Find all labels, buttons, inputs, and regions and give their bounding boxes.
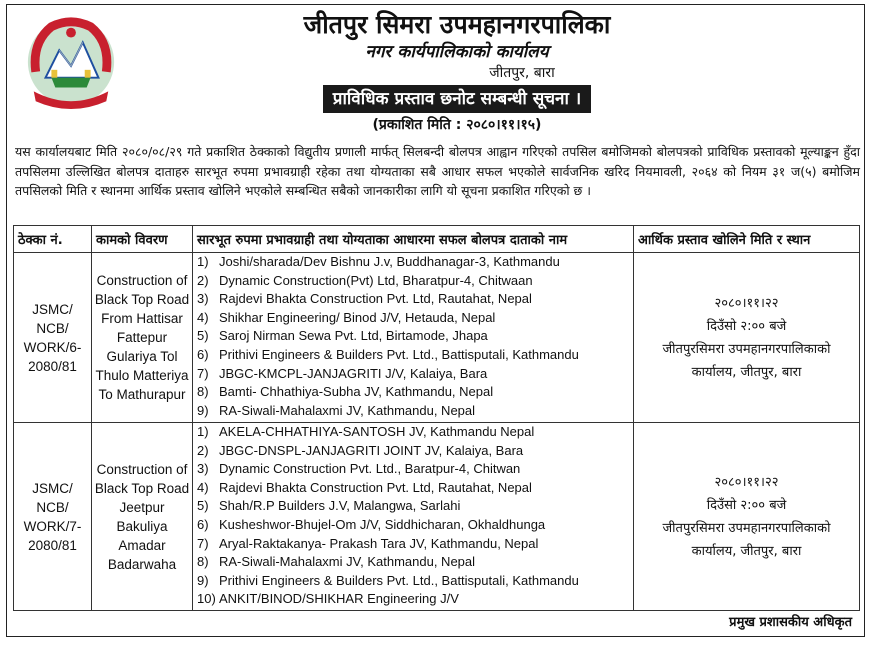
bidder-name: Dynamic Construction Pvt. Ltd., Baratpur-4, Chitwan (219, 461, 521, 477)
list-item: 4) Shikhar Engineering/ Binod J/V, Hetauda, Nepal (197, 309, 496, 325)
list-item: 7) Aryal-Raktakanya- Prakash Tara JV, Kathmandu, Nepal (197, 535, 539, 551)
col-bidders: सारभूत रुपमा प्रभावग्राही तथा योग्यताका आधारमा सफल बोलपत्र दाताको नाम (193, 226, 634, 253)
contract-number: JSMC/ NCB/ WORK/6- 2080/81 (14, 253, 92, 423)
nepal-emblem-icon (22, 13, 120, 111)
opening-venue-address: कार्यालय, जीतपुर, बारा (691, 364, 802, 380)
office-title: जीतपुर सिमरा उपमहानगरपालिका (303, 10, 611, 39)
bidder-name: Dynamic Construction(Pvt) Ltd, Bharatpur-4, Chitwaan (219, 272, 533, 288)
list-item: 2) Dynamic Construction(Pvt) Ltd, Bharatpur-4, Chitwaan (197, 272, 533, 288)
list-item: 10) ANKIT/BINOD/SHIKHAR Engineering J/V (197, 591, 459, 607)
opening-venue-address: कार्यालय, जीतपुर, बारा (691, 543, 802, 559)
list-item: 8) Bamti- Chhathiya-Subha JV, Kathmandu, Nepal (197, 384, 494, 400)
col-contract-no: ठेक्का नं. (14, 226, 92, 253)
bidder-name: RA-Siwali-Mahalaxmi JV, Kathmandu, Nepal (219, 554, 476, 570)
bidder-list (193, 423, 633, 609)
list-item: 3) Dynamic Construction Pvt. Ltd., Baratpur-4, Chitwan (197, 461, 521, 477)
list-item: 6) Kusheshwor-Bhujel-Om J/V, Siddhicharan, Okhaldhunga (197, 516, 546, 532)
bidder-name: RA-Siwali-Mahalaxmi JV, Kathmandu, Nepal (219, 402, 476, 418)
bidder-name: ANKIT/BINOD/SHIKHAR Engineering J/V (219, 591, 459, 607)
bidder-name: AKELA-CHHATHIYA-SANTOSH JV, Kathmandu Nepal (219, 424, 535, 439)
notice-body: यस कार्यालयबाट मिति २०८०/०८/२९ गते प्रकाशित ठेक्काको विद्युतीय प्रणाली मार्फत् सिलबन्दी बोलपत्र आह्वान गरिएको तपसिल बमोजिमको बोलपत्रको प्राविधिक प्रस्तावको मूल्याङ्कन हुँदा तपसिलमा उल्लिखित बोलपत्र दाताहरु सारभूत रुपमा प्रभावग्राही रहेका तथा योग्यताका सबै आधार सफल भएकोले सार्वजनिक खरिद नियमावली, २०६४ को नियम ३१ ज(५) बमोजिम तपसिलको मिति र स्थानमा आर्थिक प्रस्ताव खोलिने भएकोले सम्बन्धित सबैको जानकारीका लागि यो सूचना प्रकाशित गरिएको छ । (15, 144, 860, 198)
list-item: 5) Saroj Nirman Sewa Pvt. Ltd, Birtamode, Jhapa (197, 328, 488, 344)
bidder-table (13, 225, 860, 611)
opening-time: दिउँसो २:०० बजे (706, 318, 787, 334)
signatory-title: प्रमुख प्रशासकीय अधिकृत (729, 615, 852, 630)
published-date: (प्रकाशित मिति : २०८०।११।१५) (372, 117, 542, 133)
list-item: 7) JBGC-KMCPL-JANJAGRITI J/V, Kalaiya, Bara (197, 365, 488, 381)
opening-info (634, 423, 860, 611)
list-item: 2) JBGC-DNSPL-JANJAGRITI JOINT JV, Kalaiya, Bara (197, 442, 524, 458)
bidder-name: JBGC-KMCPL-JANJAGRITI J/V, Kalaiya, Bara (219, 365, 488, 381)
list-item: 1) AKELA-CHHATHIYA-SANTOSH JV, Kathmandu Nepal (197, 424, 535, 439)
opening-date: २०८०।११।२२ (714, 474, 779, 490)
notice-banner: प्राविधिक प्रस्ताव छनोट सम्बन्धी सूचना । (323, 85, 591, 113)
table-row (14, 423, 860, 611)
list-item: 8) RA-Siwali-Mahalaxmi JV, Kathmandu, Nepal (197, 554, 476, 570)
bidder-name: Rajdevi Bhakta Construction Pvt. Ltd, Rautahat, Nepal (219, 479, 532, 495)
opening-time: दिउँसो २:०० बजे (706, 497, 787, 513)
opening-date: २०८०।११।२२ (714, 295, 779, 311)
bidder-list (193, 253, 633, 420)
list-item: 9) RA-Siwali-Mahalaxmi JV, Kathmandu, Nepal (197, 402, 476, 418)
contract-number: JSMC/ NCB/ WORK/7- 2080/81 (14, 423, 92, 611)
work-description: Construction of Black Top Road From Hattisar Fattepur Gulariya Tol Thulo Matteriya To Mathurapur (92, 253, 193, 423)
list-item: 1) Joshi/sharada/Dev Bishnu J.v, Buddhanagar-3, Kathmandu (197, 254, 560, 269)
notice-header (157, 9, 757, 135)
list-item: 4) Rajdevi Bhakta Construction Pvt. Ltd, Rautahat, Nepal (197, 479, 532, 495)
bidder-name: Prithivi Engineers & Builders Pvt. Ltd., Battisputali, Kathmandu (219, 346, 579, 362)
bidder-list-cell (193, 253, 634, 423)
bidder-name: Saroj Nirman Sewa Pvt. Ltd, Birtamode, Jhapa (219, 328, 488, 344)
notice-page (6, 4, 865, 637)
bidder-name: Shikhar Engineering/ Binod J/V, Hetauda, Nepal (219, 309, 496, 325)
office-subtitle: नगर कार्यपालिकाको कार्यालय (365, 42, 549, 62)
bidder-name: Joshi/sharada/Dev Bishnu J.v, Buddhanagar-3, Kathmandu (219, 254, 560, 269)
list-item: 5) Shah/R.P Builders J.V, Malangwa, Sarlahi (197, 498, 461, 514)
opening-venue: जीतपुरसिमरा उपमहानगरपालिकाको (662, 341, 831, 357)
bidder-name: Rajdevi Bhakta Construction Pvt. Ltd, Rautahat, Nepal (219, 291, 532, 307)
bidder-name: Bamti- Chhathiya-Subha JV, Kathmandu, Nepal (219, 384, 494, 400)
bidder-name: Kusheshwor-Bhujel-Om J/V, Siddhicharan, Okhaldhunga (219, 516, 546, 532)
office-place: जीतपुर, बारा (489, 65, 555, 81)
list-item: 6) Prithivi Engineers & Builders Pvt. Ltd., Battisputali, Kathmandu (197, 346, 579, 362)
list-item: 9) Prithivi Engineers & Builders Pvt. Ltd., Battisputali, Kathmandu (197, 572, 579, 588)
opening-venue: जीतपुरसिमरा उपमहानगरपालिकाको (662, 520, 831, 536)
bidder-list-cell (193, 423, 634, 611)
list-item: 3) Rajdevi Bhakta Construction Pvt. Ltd, Rautahat, Nepal (197, 291, 532, 307)
bidder-name: Prithivi Engineers & Builders Pvt. Ltd., Battisputali, Kathmandu (219, 572, 579, 588)
work-description: Construction of Black Top Road Jeetpur Bakuliya Amadar Badarwaha (92, 423, 193, 611)
table-header-row (14, 226, 860, 253)
opening-info (634, 253, 860, 423)
bidder-name: Shah/R.P Builders J.V, Malangwa, Sarlahi (219, 498, 461, 514)
col-opening-date-venue: आर्थिक प्रस्ताव खोलिने मिति र स्थान (634, 226, 860, 253)
bidder-name: Aryal-Raktakanya- Prakash Tara JV, Kathmandu, Nepal (219, 535, 539, 551)
bidder-name: JBGC-DNSPL-JANJAGRITI JOINT JV, Kalaiya, Bara (219, 442, 524, 458)
table-row (14, 253, 860, 423)
col-work-description: कामको विवरण (92, 226, 193, 253)
